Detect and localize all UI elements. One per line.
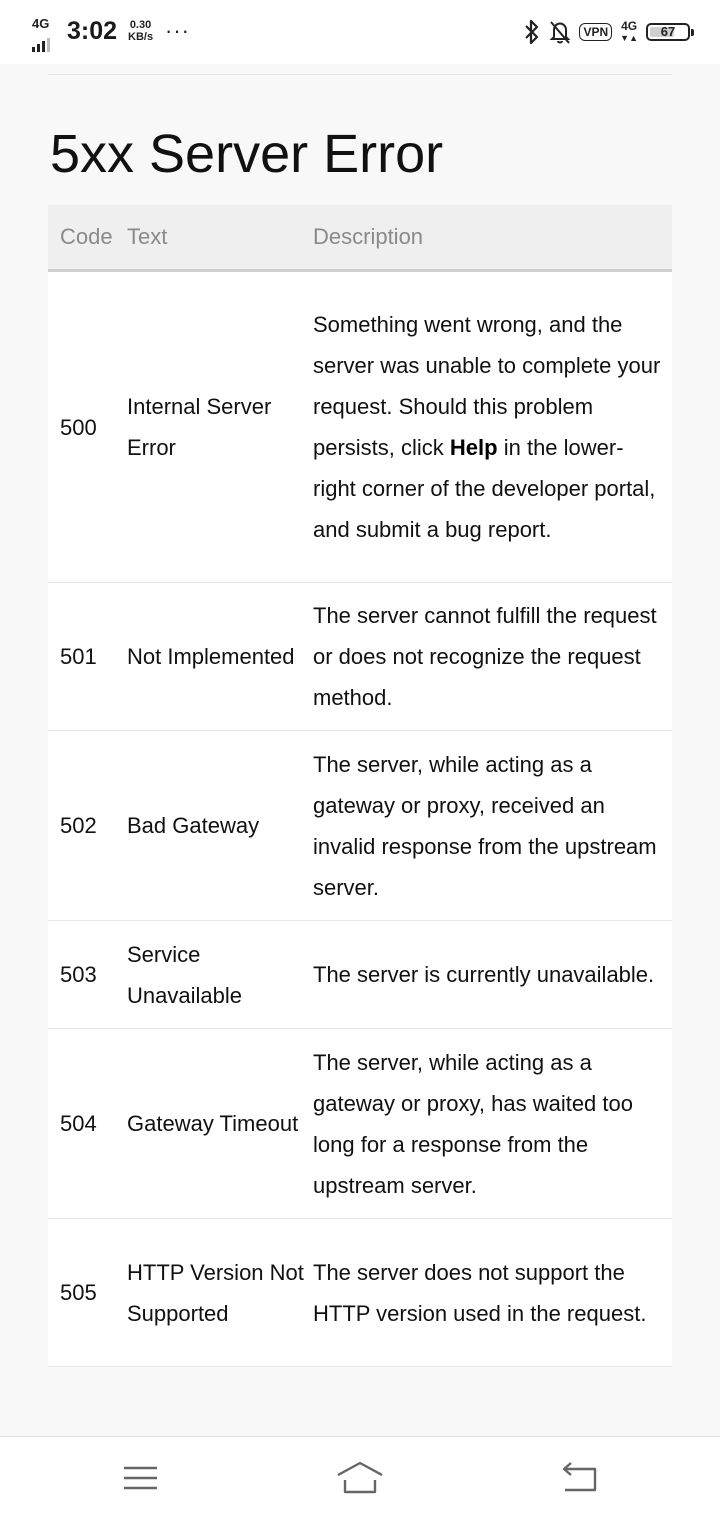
row-text: Not Implemented (127, 583, 313, 731)
network-speed-unit: KB/s (128, 31, 154, 43)
help-link-text: Help (449, 435, 498, 460)
battery-icon (646, 23, 690, 41)
system-nav-bar (0, 1436, 720, 1521)
data-arrows-icon: ▼▲ (620, 32, 638, 43)
page-content (48, 64, 672, 1367)
row-description-text: in the lower-right corner of the developer portal, and submit a bug report. (313, 435, 656, 542)
table-header-row (48, 205, 672, 271)
mobile-data-indicator (620, 18, 638, 44)
table-row (48, 271, 672, 583)
row-text: HTTP Version Not Supported (127, 1219, 313, 1367)
row-text: Gateway Timeout (127, 1029, 313, 1219)
row-description: The server cannot fulfill the request or does not recognize the request method. (313, 583, 672, 731)
row-text: Service Unavailable (127, 921, 313, 1029)
row-code: 504 (48, 1029, 127, 1219)
row-text: Bad Gateway (127, 731, 313, 921)
row-code: 502 (48, 731, 127, 921)
row-code: 505 (48, 1219, 127, 1367)
row-description (313, 271, 672, 583)
back-button[interactable] (555, 1459, 605, 1499)
status-icons (523, 18, 690, 46)
status-bar (0, 0, 720, 64)
top-divider (48, 64, 672, 75)
table-row (48, 731, 672, 921)
back-icon (555, 1459, 605, 1499)
table-row (48, 1219, 672, 1367)
column-header-code: Code (48, 205, 127, 271)
mobile-data-label: 4G (621, 18, 638, 33)
home-button[interactable] (335, 1459, 385, 1499)
row-description-text: Something went wrong, and the server was unable to complete your request. Should this problem persists, click (313, 312, 661, 460)
signal-indicator (30, 16, 62, 46)
row-description: The server does not support the HTTP version used in the request. (313, 1219, 672, 1367)
table-row (48, 583, 672, 731)
more-notifications-icon: ··· (165, 18, 190, 43)
column-header-description: Description (313, 205, 672, 271)
network-speed (128, 19, 153, 43)
column-header-text: Text (127, 205, 313, 271)
row-description: The server, while acting as a gateway or proxy, received an invalid response from the upstream server. (313, 731, 672, 921)
row-code: 503 (48, 921, 127, 1029)
menu-button[interactable] (115, 1459, 165, 1499)
row-description: The server is currently unavailable. (313, 921, 672, 1029)
battery-percentage: 67 (660, 24, 676, 39)
row-code: 501 (48, 583, 127, 731)
row-text: Internal Server Error (127, 271, 313, 583)
signal-bars-icon (32, 34, 52, 52)
row-code: 500 (48, 271, 127, 583)
network-type-label: 4G (32, 16, 50, 31)
vpn-badge: VPN (579, 23, 612, 41)
page-title: 5xx Server Error (50, 124, 444, 184)
clock: 3:02 (67, 17, 118, 45)
network-speed-value: 0.30 (129, 19, 152, 31)
home-icon (335, 1459, 385, 1499)
table-row (48, 1029, 672, 1219)
row-description: The server, while acting as a gateway or proxy, has waited too long for a response from the upstream server. (313, 1029, 672, 1219)
table-row (48, 921, 672, 1029)
error-code-table (48, 205, 672, 1367)
menu-icon (115, 1459, 165, 1499)
bluetooth-icon (523, 19, 541, 45)
battery-tip (691, 29, 694, 36)
notifications-off-icon (549, 19, 571, 45)
